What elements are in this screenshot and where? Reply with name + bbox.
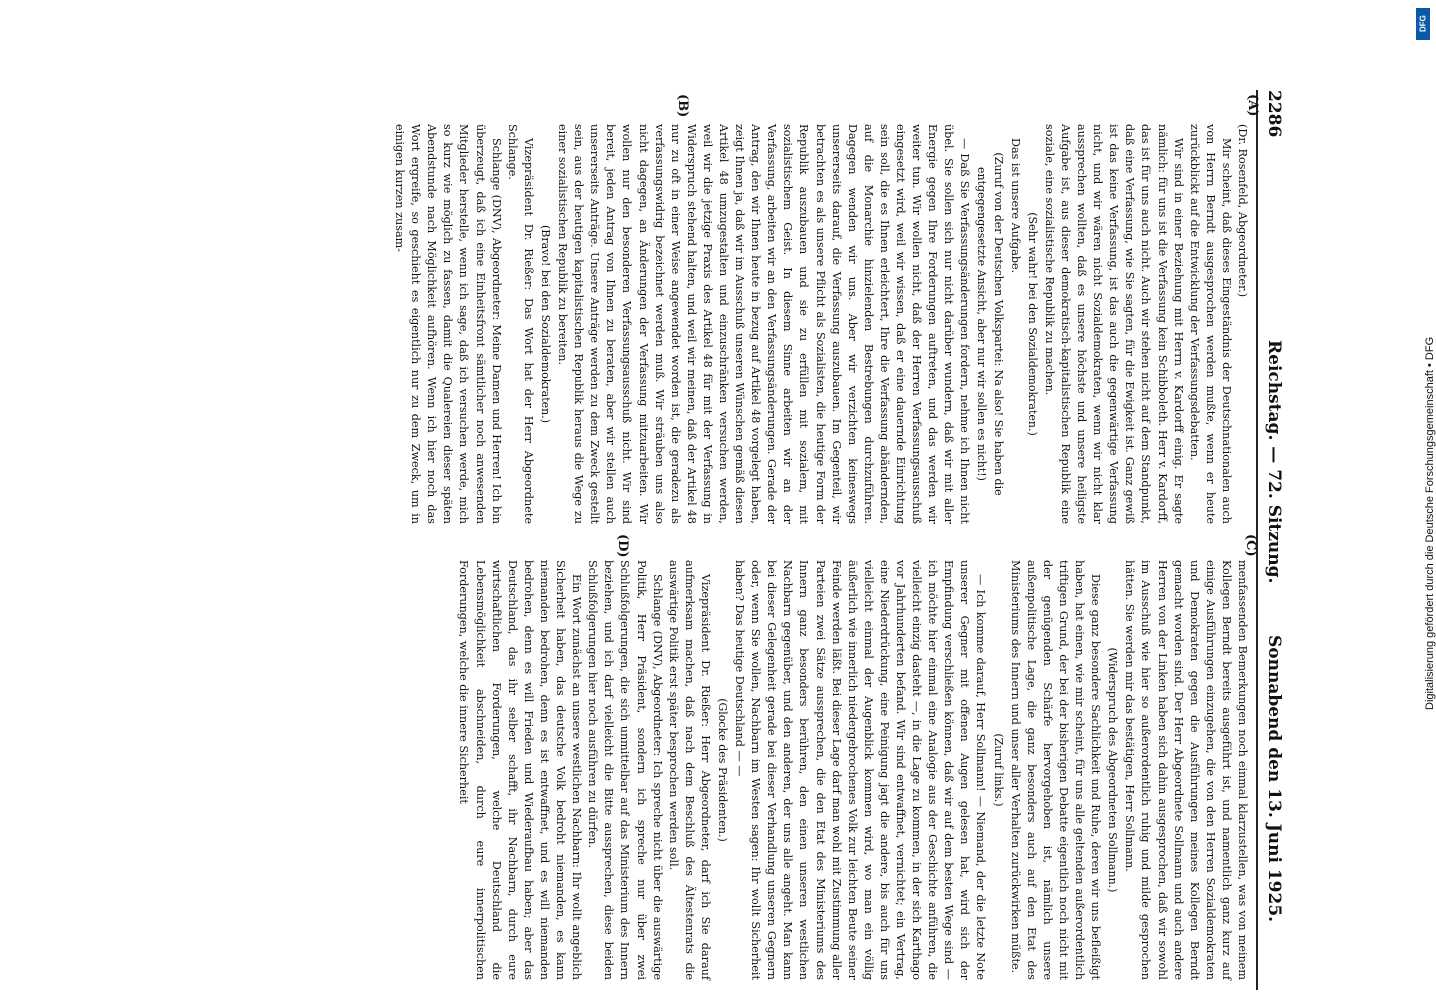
paragraph: Schlange (DNV), Abgeordneter: Meine Damen und Herren! Ich bin überzeugt, daß ich eine Einheitsfront sämtlicher noch anwesenden Mitglieder herstelle, wenn ich sage, daß ich versuchen werde, mich so kurz wie möglich zu fassen, damit die Qualereien dieser späten Abendstunde nach Möglichkeit aufhören. Wenn ich hier noch das Wort ergreife, so geschieht es eigentlich nur zu dem Zweck, um in einigen kurzen zusam- xyxy=(393,124,503,524)
left-column xyxy=(130,124,1250,524)
rotated-document-page xyxy=(120,90,1290,990)
interjection: (Zuruf von der Deutschen Volkspartei: Na also! Sie haben die entgegengesetzte Ansicht, aber nur wir sollen es nicht!) xyxy=(975,152,1005,496)
interjection: (Sehr wahr! bei den Sozialdemokraten.) xyxy=(1025,212,1039,436)
margin-marker-b: (B) xyxy=(675,94,690,118)
paragraph: menfassenden Bemerkungen noch einmal klarzustellen, was von meinem Kollegen Berndt bereits ausgeführt ist, und namentlich ganz kurz auf einige Ausführungen einzugehen, die von den Herren Sozialdemokraten und Demokraten gegen die Ausführungen meines Kollegen Berndt gemacht worden sind. Der Herr Abgeordnete Sollmann und auch andere Herren von der Linken haben sich dahin ausgesprochen, daß wir sowohl im Ausschuß wie hier so außerordentlich ruhig und milde gesprochen hätten. Sie werden mir das bestätigen, Herr Sollmann. xyxy=(1123,560,1249,980)
paragraph: Schlange (DNV), Abgeordneter: Ich spreche nicht über die auswärtige Politik, Herr Präsident, sondern ich spreche nur über zwei Schlußfolgerungen, die sich unmittelbar auf das Ministerium des Innern beziehen, und ich darf vielleicht die Bitte aussprechen, diese beiden Schlußfolgerungen hier noch ausführen zu dürfen. xyxy=(586,560,664,980)
page-number: 2286 xyxy=(1264,90,1284,138)
digitization-note: Digitalisierung gefördert durch die Deutsche Forschungsgemeinschaft • DFG xyxy=(1424,336,1436,710)
paragraph: — Ich komme darauf, Herr Sollmann! — Niemand, der die letzte Note unserer Gegner mit offenen Augen gelesen hat, wird sich der Empfindung verschließen können, daß wir auf dem besten Wege sind — ich möchte hier einmal eine Analogie aus der Geschichte anführen, die vielleicht einzig dasteht —, in die Lage zu kommen, in der sich Karthago vor Jahrhunderten befand. Wir sind entwaffnet, vernichtet; ein Vertrag, eine Niederdrückung, eine Peinigung jagt die andere, bis auch für uns vielleicht einmal der Augenblick kommen wird, wo man ein völlig äußerlich wie innerlich niedergebrochenes Volk zur leichten Beute seiner Feinde werden läßt. Bei dieser Lage darf man wohl mit Zustimmung aller Parteien zwei Sätze aussprechen, die den Etat des Ministeriums des Innern ganz besonders berühren, den einen unseren westlichen Nachbarn gegenüber, und den anderen, der uns alle angeht. Man kann bei dieser Gelegenheit gerade bei dieser Verhandlung unseren Gegnern oder, wenn Sie wollen, Nachbarn im Westen sagen: Ihr wollt Sicherheit haben? Das heutige Deutschland — — xyxy=(733,560,988,980)
paragraph: Wir sind in einer Beziehung mit Herrn v. Kardorff einig. Er sagte nämlich: für uns ist die Verfassung kein Schibboleth. Herr v. Kardorff, das ist für uns auch nicht. Auch wir stehen nicht auf dem Standpunkt, daß eine Verfassung, wie Sie sagten, für die Ewigkeit ist. Ganz gewiß ist das keine Verfassung, ist das auch die gegenwärtige Verfassung nicht, und wir wären nicht Sozialdemokraten, wenn wir nicht klar aussprechen wollten, daß es unsere höchste und unsere heiligste Aufgabe ist, aus dieser demokratisch-kapitalistischen Republik eine soziale, eine sozialistische Republik zu machen. xyxy=(1042,124,1185,524)
paragraph: — Daß Sie Verfassungsänderungen fordern, nehme ich Ihnen nicht übel. Sie sollen sich nur nicht darüber wundern, daß wir mit aller Energie gegen Ihre Forderungen auftreten, und das werden wir weiter tun. Wir wollen nicht, daß der Herren Verfassungsausschuß eingesetzt wird, weil wir wissen, daß er eine dauernde Einrichtung sein soll, die es Ihnen erleichtert, Ihre die Verfassung abändernden, auf die Monarchie hinzielenden Bestrebungen durchzuführen. Dagegen wenden wir uns. Aber wir verzichten keineswegs unsererseits darauf, die Verfassung auszubauen. Im Gegenteil, wir betrachten es als unsere Pflicht als Sozialisten, die heutige Form der Republik auszubauen und sie zu erfüllen mit sozialem, mit sozialistischem Geist. In diesem Sinne arbeiten wir an der Verfassung, arbeiten wir an den Verfassungsänderungen. Gerade der Antrag, den wir Ihnen heute in bezug auf Artikel 48 vorgelegt haben, zeigt Ihnen ja, daß wir im Ausschuß unseren Wünschen gemäß diesen Artikel 48 umzugestalten und einzuschränken versuchen werden, weil wir die jetzige Praxis des Artikel 48 für mit der Verfassung in Widerspruch stehend halten, und weil wir meinen, daß der Artikel 48 nur zu oft in einer Weise angewendet worden ist, die geradezu als verfassungswidrig bezeichnet werden muß. Wir sträuben uns also nicht dagegen, an Änderungen der Verfassung mitzuarbeiten. Wir wollen nur den besonderen Verfassungsausschuß nicht. Wir sind bereit, jeden Antrag von Ihnen zu beraten, aber wir stellen auch unsererseits Anträge. Unsere Anträge werden zu dem Zweck gestellt sein, aus der heutigen kapitalistischen Republik heraus die Wege zu einer sozialistischen Republik zu bereiten. xyxy=(556,124,972,524)
paragraph: Ein Wort zunächst an unsere westlichen Nachbarn: Ihr wollt angeblich Sicherheit haben, das deutsche Volk bedroht niemanden, es kann niemanden bedrohen, denn es ist entwaffnet, und es will niemanden bedrohen, denn es will Frieden und Wiederaufbau haben; aber das Deutschland, das ihr selber schafft, ihr Nachbarn, durch eure wirtschaftlichen Forderungen, welche Deutschland die Lebensmöglichkeit abschneiden, durch eure innerpolitischen Forderungen, welche die innere Sicherheit xyxy=(457,560,584,980)
right-column xyxy=(130,534,1258,980)
paragraph: Diese ganz besondere Sachlichkeit und Ruhe, deren wir uns befleißigt haben, hat einen, wie mir scheint, für uns alle geltenden außerordentlich triftigen Grund, der bei der bisherigen Debatte eigentlich noch nicht mit der genügenden Schärfe hervorgehoben ist, nämlich unsere außenpolitische Lage, die ganz besonders auch auf den Etat des Ministeriums des Innern und unser aller Verhalten zurückwirken müßte. xyxy=(1008,560,1103,980)
paragraph: Das ist unsere Aufgabe. xyxy=(1008,138,1022,274)
header-session: Reichstag. — 72. Sitzung. xyxy=(1264,340,1284,584)
interjection: (Bravo! bei den Sozialdemokraten.) xyxy=(538,224,552,424)
paragraph: Vizepräsident Dr. Rießer: Das Wort hat der Herr Abgeordnete Schlange. xyxy=(505,124,535,524)
margin-marker-d: (D) xyxy=(615,534,630,558)
dfg-logo: DFG xyxy=(1416,8,1430,40)
margin-marker-a: (A) xyxy=(1245,94,1260,117)
paragraph: Vizepräsident Dr. Rießer: Herr Abgeordneter, darf ich Sie darauf aufmerksam machen, daß nach dem Beschluß des Ältestenrats die auswärtige Politik erst später besprochen werden soll. xyxy=(666,560,712,980)
paragraph: Mir scheint, daß dieses Eingeständnis der Deutschnationalen auch von Herrn Berndt ausgesprochen werden mußte, wenn er heute zurückblickt auf die Entwicklung der Verfassungsdebatten. xyxy=(1187,124,1233,524)
interjection: (Widerspruch des Abgeordneten Sollmann.) xyxy=(1106,647,1120,893)
margin-marker-c: (C) xyxy=(1243,534,1258,557)
interjection: (Zuruf links.) xyxy=(991,733,1005,807)
speaker-head: (Dr. Rosenfeld, Abgeordneter.) xyxy=(1236,124,1249,298)
digitization-sidebar xyxy=(1398,10,1434,990)
interjection: (Glocke des Präsidenten.) xyxy=(716,698,729,842)
page-header xyxy=(1256,90,1290,990)
header-date: Sonnabend den 13. Juni 1925. xyxy=(1264,635,1284,923)
